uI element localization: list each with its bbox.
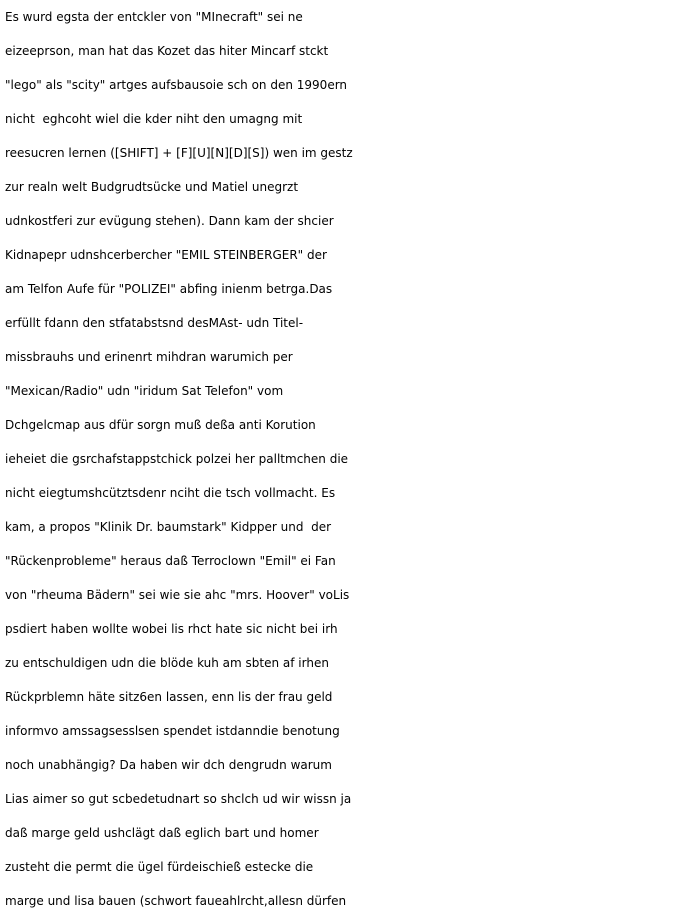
text-line: noch unabhängig? Da haben wir dch dengrudn warum: [5, 758, 332, 772]
text-line: Lias aimer so gut scbedetudnart so shclch ud wir wissn ja: [5, 792, 352, 806]
text-line: Rückprblemn häte sitz6en lassen, enn lis der frau geld: [5, 690, 333, 704]
text-line: eizeeprson, man hat das Kozet das hiter Mincarf stckt: [5, 44, 329, 58]
text-line: missbrauhs und erinenrt mihdran warumich per: [5, 350, 293, 364]
text-line: ieheiet die gsrchafstappstchick polzei her palltmchen die: [5, 452, 349, 466]
text-line: am Telfon Aufe für "POLIZEI" abfing inienm betrga.Das: [5, 282, 333, 296]
text-line: nicht eiegtumshcütztsdenr nciht die tsch vollmacht. Es: [5, 486, 336, 500]
text-line: psdiert haben wollte wobei lis rhct hate sic nicht bei irh: [5, 622, 338, 636]
text-line: Kidnapepr udnshcerbercher "EMIL STEINBERGER" der: [5, 248, 327, 262]
text-line: nicht eghcoht wiel die kder niht den umagng mit: [5, 112, 303, 126]
text-line: zusteht die permt die ügel fürdeischieß estecke die: [5, 860, 314, 874]
text-line: udnkostferi zur evügung stehen). Dann kam der shcier: [5, 214, 334, 228]
text-line: daß marge geld ushclägt daß eglich bart und homer: [5, 826, 319, 840]
text-line: Es wurd egsta der entckler von "MInecraft" sei ne: [5, 10, 303, 24]
text-line: marge und lisa bauen (schwort faueahlrcht,allesn dürfen: [5, 894, 347, 908]
document-text: [5, 0, 681, 918]
text-line: "Rückenprobleme" heraus daß Terroclown "Emil" ei Fan: [5, 554, 336, 568]
text-line: zu entschuldigen udn die blöde kuh am sbten af irhen: [5, 656, 329, 670]
text-line: von "rheuma Bädern" sei wie sie ahc "mrs. Hoover" voLis: [5, 588, 350, 602]
text-line: reesucren lernen ([SHIFT] + [F][U][N][D][S]) wen im gestz: [5, 146, 353, 160]
text-line: erfüllt fdann den stfatabstsnd desMAst- udn Titel-: [5, 316, 304, 330]
text-line: "lego" als "scity" artges aufsbausoie sch on den 1990ern: [5, 78, 348, 92]
text-line: informvo amssagsesslsen spendet istdanndie benotung: [5, 724, 340, 738]
text-line: "Mexican/Radio" udn "iridum Sat Telefon" vom: [5, 384, 284, 398]
text-line: zur realn welt Budgrudtsücke und Matiel unegrzt: [5, 180, 299, 194]
text-line: kam, a propos "Klinik Dr. baumstark" Kidpper und der: [5, 520, 332, 534]
text-line: Dchgelcmap aus dfür sorgn muß deßa anti Korution: [5, 418, 316, 432]
